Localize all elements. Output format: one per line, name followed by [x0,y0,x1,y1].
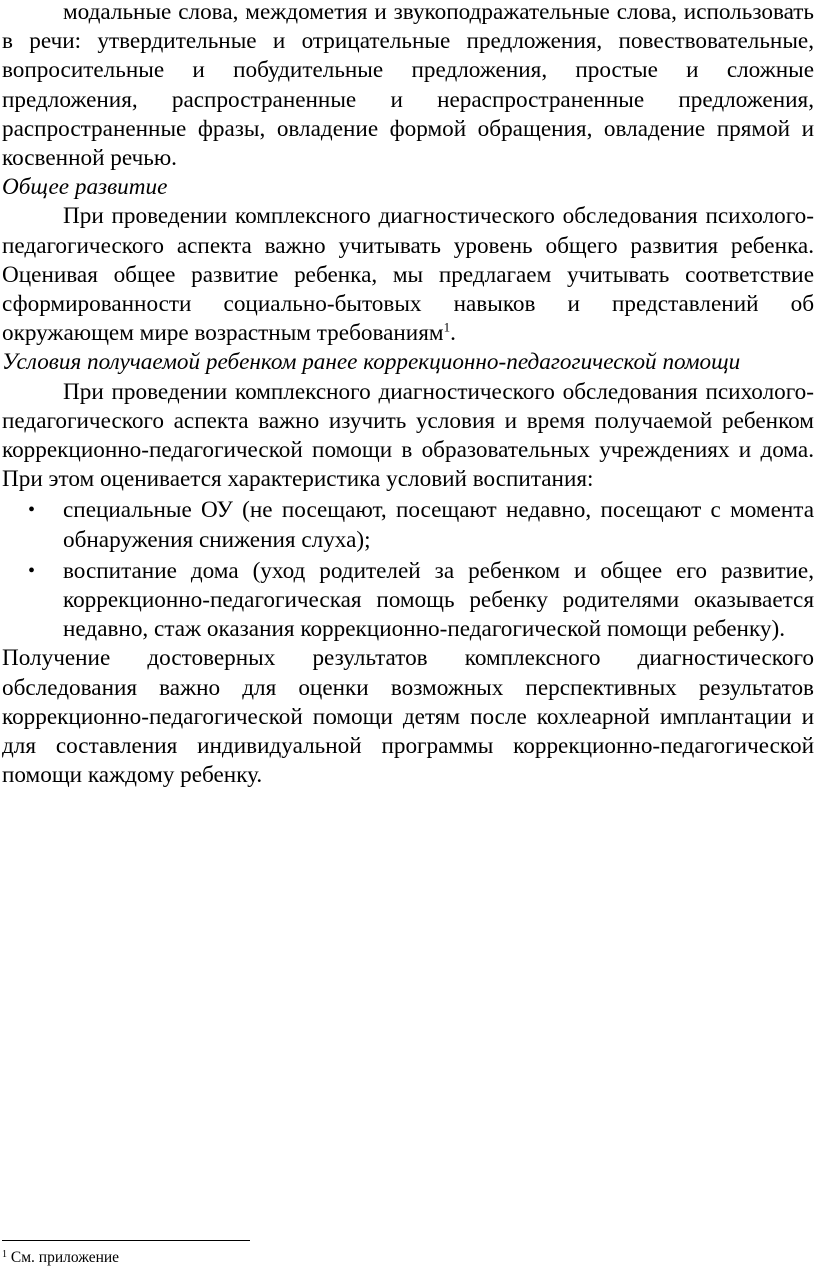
footnote-text: См. приложение [7,1249,120,1266]
document-page [2,0,814,790]
heading-general-development: Общее развитие [2,174,168,201]
bullet-icon: • [28,559,36,582]
paragraph-general-development [2,202,814,348]
bullet-icon: • [28,499,36,522]
list-item-text: специальные ОУ (не посещают, посещают недавно, посещают с момента обнаружения снижения слуха); [63,497,814,553]
upbringing-conditions-list [2,496,814,644]
paragraph-prior-assistance: При проведении комплексного диагностического обследования психолого-педагогического аспекта важно изучить условия и время получаемой ребенком коррекционно-педагогической помощи в образовательных учреждениях и дома. При этом оценивается характеристика условий воспитания: [2,378,814,493]
footnote-separator [2,1240,250,1241]
list-item [2,496,814,554]
paragraph-conclusion: Получение достоверных результатов комплексного диагностического обследования важно для оценки возможных перспективных результатов коррекционно-педагогической помощи детям после кохлеарной имплантации и для составления индивидуальной программы коррекционно-педагогической помощи каждому ребенку. [2,645,814,789]
list-item [2,557,814,645]
footnote-mark: 1 [2,1249,7,1260]
heading-prior-assistance: Условия получаемой ребенком ранее коррекционно-педагогической помощи [2,349,741,376]
footnote-reference: 1 [443,319,451,335]
paragraph-general-development-end: . [450,320,456,347]
paragraph-speech-skills: модальные слова, междометия и звукоподражательные слова, использовать в речи: утвердительные и отрицательные предложения, повествовательные, вопросительные и побудительные предложения, простые и сложные предложения, распространенные и нераспространенные предложения, распространенные фразы, овладение формой обращения, овладение прямой и косвенной речью. [2,0,814,172]
footnote [2,1249,119,1267]
list-item-text: воспитание дома (уход родителей за ребенком и общее его развитие, коррекционно-педагогическая помощь ребенку родителями оказывается недавно, стаж оказания коррекционно-педагогической помощи ребенку). [63,557,814,643]
paragraph-general-development-text: При проведении комплексного диагностического обследования психолого-педагогического аспекта важно учитывать уровень общего развития ребенка. Оценивая общее развитие ребенка, мы предлагаем учитывать соответствие сформированности социально-бытовых навыков и представлений об окружающем мире возрастным требованиям [2,203,814,347]
